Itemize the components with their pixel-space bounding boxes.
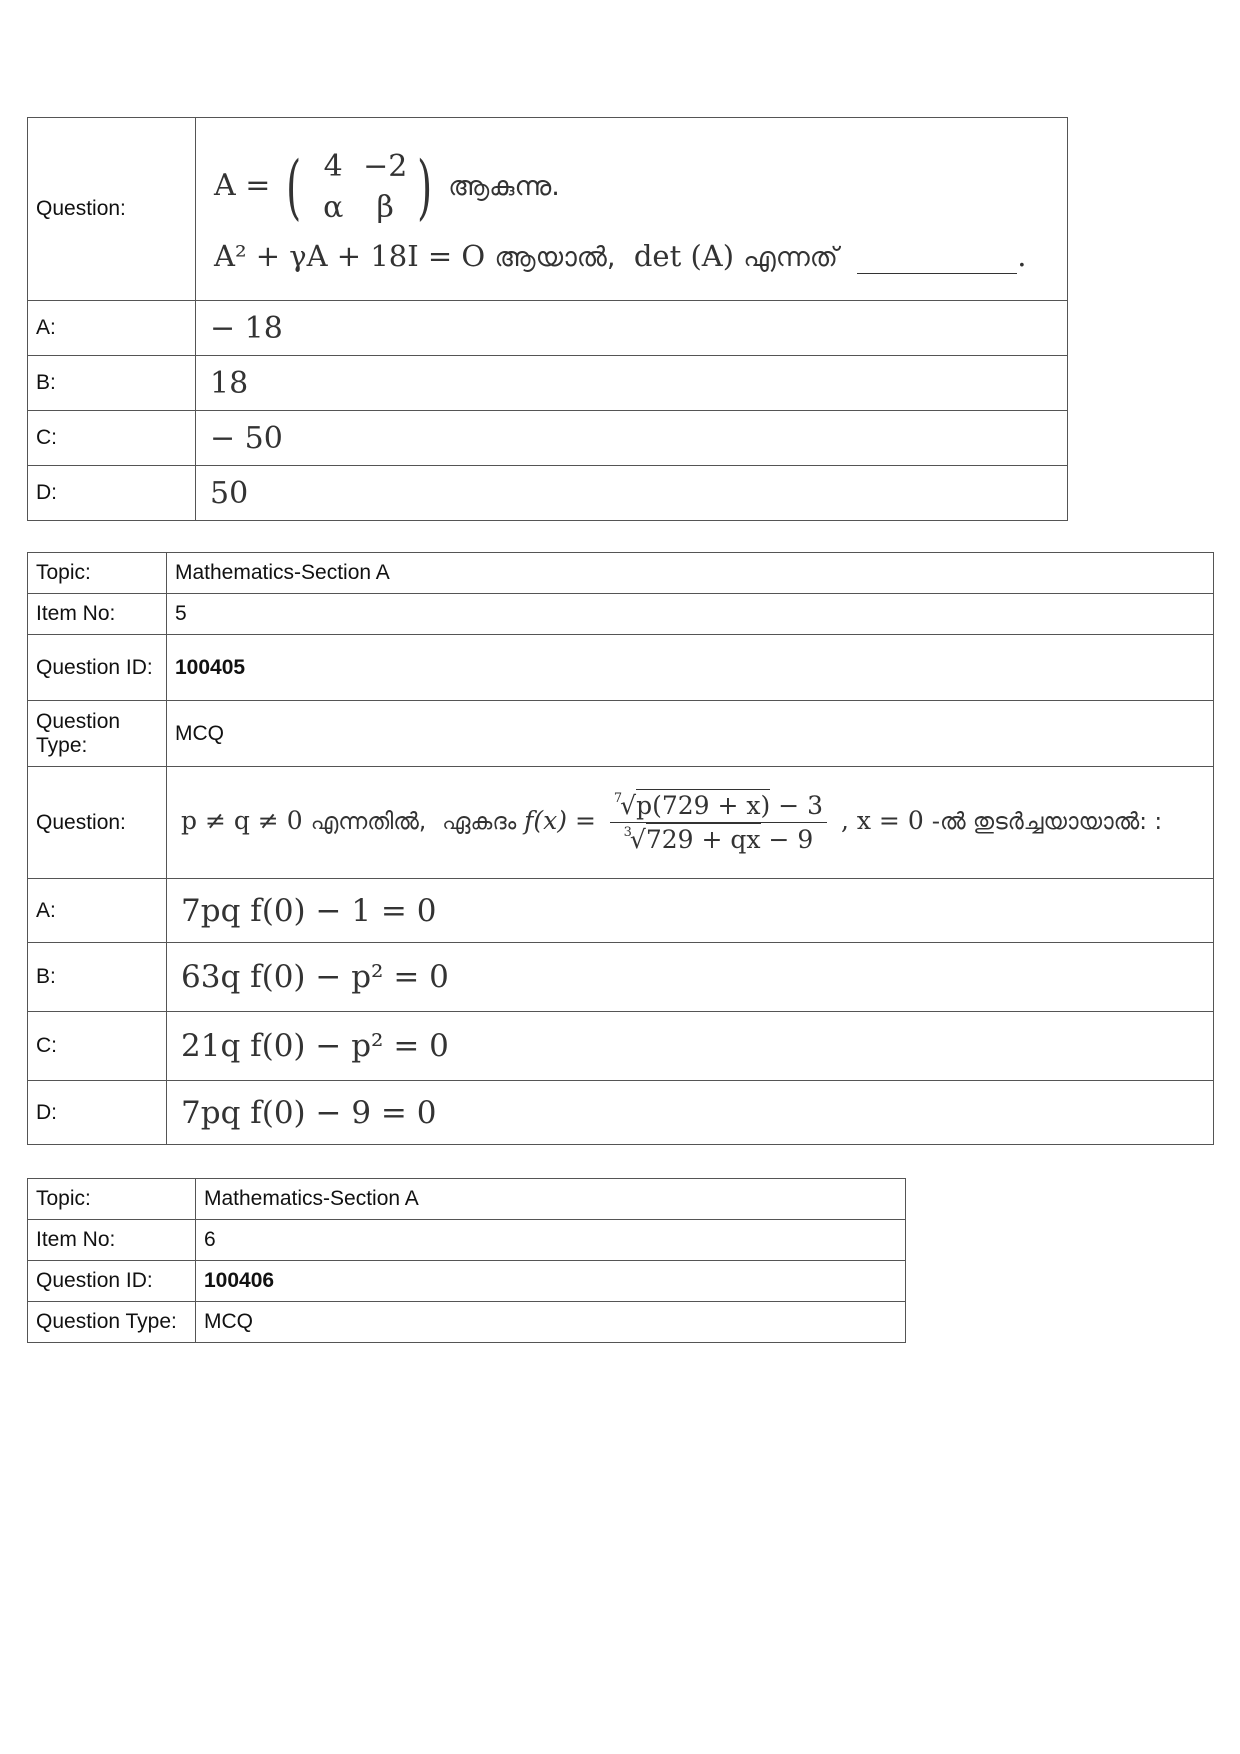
det-expression: det (A) bbox=[633, 238, 735, 273]
topic-label: Topic: bbox=[28, 553, 167, 594]
question-id-value: 100405 bbox=[167, 635, 1214, 701]
root-index: 3 bbox=[623, 825, 632, 840]
root-index: 7 bbox=[613, 791, 623, 806]
question-content bbox=[196, 118, 1068, 301]
question-label: Question: bbox=[28, 767, 167, 879]
option-label: D: bbox=[28, 466, 196, 521]
item-no-value: 5 bbox=[167, 594, 1214, 635]
denominator-rest: − 9 bbox=[768, 825, 814, 854]
malayalam-text: -ൽ തുടർച്ചയായാൽ: : bbox=[931, 809, 1163, 835]
option-value: 7pq f(0) − 9 = 0 bbox=[167, 1081, 1214, 1145]
option-label: A: bbox=[28, 879, 167, 943]
question-line-1 bbox=[214, 145, 1067, 228]
option-value: 63q f(0) − p² = 0 bbox=[167, 943, 1214, 1012]
topic-label: Topic: bbox=[28, 1179, 196, 1220]
question-type-value: MCQ bbox=[196, 1302, 906, 1343]
question-type-value: MCQ bbox=[167, 701, 1214, 767]
answer-blank bbox=[857, 247, 1017, 274]
option-value: − 18 bbox=[196, 301, 1068, 356]
question-id-value: 100406 bbox=[196, 1261, 906, 1302]
option-label: B: bbox=[28, 943, 167, 1012]
equation: A² + γA + 18I = O bbox=[214, 238, 486, 273]
question-line-2: A² + γA + 18I = O ആയാൽ, det (A) എന്നത് . bbox=[214, 238, 1027, 273]
question-id-label: Question ID: bbox=[28, 635, 167, 701]
option-label: D: bbox=[28, 1081, 167, 1145]
option-label: C: bbox=[28, 1012, 167, 1081]
question-5-table bbox=[27, 552, 1214, 1145]
matrix-cell: 4 bbox=[323, 148, 343, 184]
item-no-value: 6 bbox=[196, 1220, 906, 1261]
item-no-label: Item No: bbox=[28, 594, 167, 635]
matrix: ( 4 −2 α β ) bbox=[286, 145, 433, 228]
radicand: p(729 + x) bbox=[636, 791, 771, 820]
matrix-cell: β bbox=[376, 189, 394, 225]
topic-value: Mathematics-Section A bbox=[167, 553, 1214, 594]
fraction bbox=[610, 791, 827, 854]
question-id-label: Question ID: bbox=[28, 1261, 196, 1302]
condition: p ≠ q ≠ 0 bbox=[181, 806, 303, 835]
item-no-label: Item No: bbox=[28, 1220, 196, 1261]
question-label: Question: bbox=[28, 118, 196, 301]
malayalam-text: ഏകദം bbox=[442, 809, 517, 835]
option-label: A: bbox=[28, 301, 196, 356]
question-type-label: Question Type: bbox=[28, 701, 167, 767]
question-type-label: Question Type: bbox=[28, 1302, 196, 1343]
option-value: 18 bbox=[196, 356, 1068, 411]
radicand: 729 + qx bbox=[645, 825, 761, 854]
malayalam-text: ആകുന്നു. bbox=[448, 170, 560, 202]
option-label: C: bbox=[28, 411, 196, 466]
question-content bbox=[167, 767, 1214, 879]
malayalam-text: എന്നതിൽ, bbox=[310, 809, 427, 835]
malayalam-text: ആയാൽ, bbox=[494, 241, 616, 273]
fraction-denominator: $^3$√729 + qx − 9 bbox=[623, 825, 814, 854]
topic-value: Mathematics-Section A bbox=[196, 1179, 906, 1220]
option-value: 21q f(0) − p² = 0 bbox=[167, 1012, 1214, 1081]
question-4-table bbox=[27, 117, 1068, 521]
option-label: B: bbox=[28, 356, 196, 411]
question-6-table bbox=[27, 1178, 906, 1343]
numerator-rest: − 3 bbox=[778, 791, 824, 820]
matrix-cell: α bbox=[323, 189, 344, 225]
malayalam-text: എന്നത് bbox=[743, 241, 838, 273]
matrix-lhs: A = bbox=[214, 167, 271, 203]
option-value: 50 bbox=[196, 466, 1068, 521]
function-name: f(x) = bbox=[524, 806, 596, 835]
fraction-numerator: $^7$√p(729 + x) − 3 bbox=[610, 791, 827, 823]
option-value: 7pq f(0) − 1 = 0 bbox=[167, 879, 1214, 943]
option-value: − 50 bbox=[196, 411, 1068, 466]
matrix-cell: −2 bbox=[363, 148, 408, 184]
point-condition: , x = 0 bbox=[840, 806, 924, 835]
